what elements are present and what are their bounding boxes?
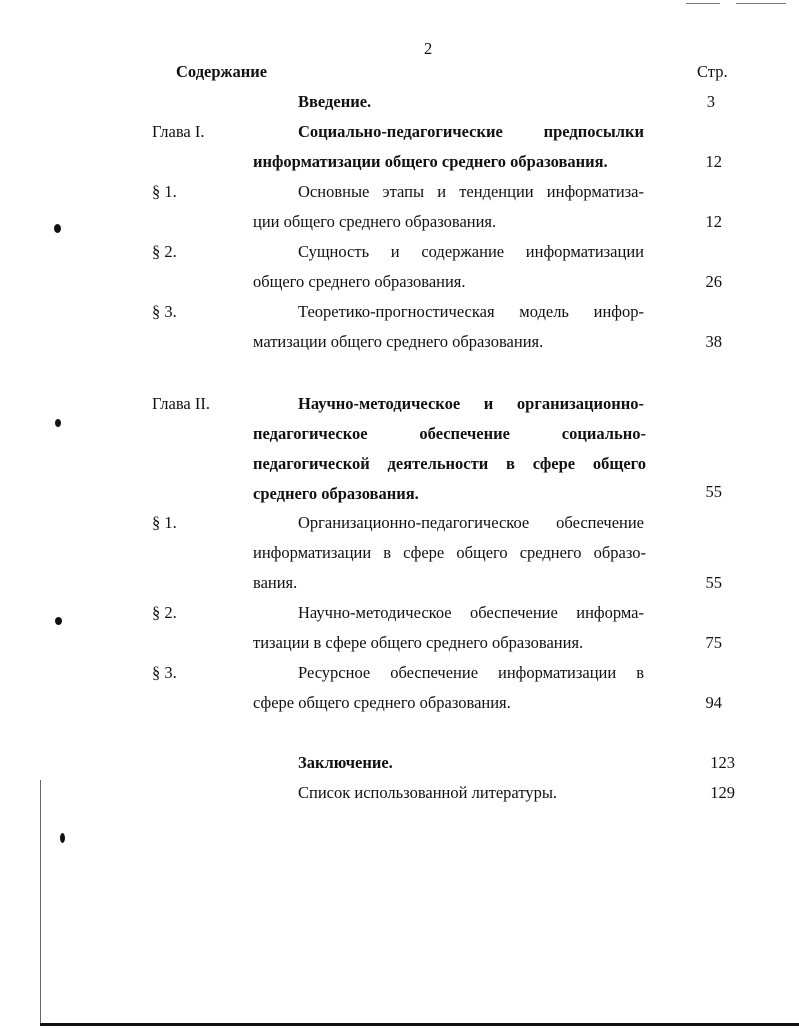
- intro-title: Введение.: [298, 92, 372, 111]
- chapter1-page: 12: [705, 152, 722, 171]
- bibliography-page: 129: [710, 783, 735, 802]
- ch2-section1-line2: информатизации в сфере общего среднего образо-: [253, 543, 646, 562]
- chapter2-page: 55: [705, 482, 722, 501]
- ch1-section1-label: § 1.: [152, 182, 177, 201]
- ch2-section3-line1: Ресурсное обеспечение информатизации в: [298, 663, 644, 682]
- ch2-section2-label: § 2.: [152, 603, 177, 622]
- page-column-heading: Стр.: [697, 62, 728, 81]
- scan-speck: [55, 617, 62, 625]
- ch2-section3-line2: сфере общего среднего образования.: [253, 693, 511, 712]
- ch1-section2-line2: общего среднего образования.: [253, 272, 466, 291]
- ch1-section1-line1: Основные этапы и тенденции информатиза-: [298, 182, 644, 201]
- ch2-section1-page: 55: [705, 573, 722, 592]
- ch2-section3-label: § 3.: [152, 663, 177, 682]
- ch1-section1-page: 12: [705, 212, 722, 231]
- ch2-section2-line2: тизации в сфере общего среднего образования.: [253, 633, 584, 652]
- ch1-section3-page: 38: [705, 332, 722, 351]
- scan-mark: [686, 3, 720, 4]
- ch1-section2-line1: Сущность и содержание информатизации: [298, 242, 644, 261]
- conclusion-page: 123: [710, 753, 735, 772]
- ch2-section1-line1: Организационно-педагогическое обеспечение: [298, 513, 644, 532]
- scan-mark: [736, 3, 786, 4]
- bibliography-title: Список использованной литературы.: [298, 783, 558, 802]
- chapter2-label: Глава II.: [152, 394, 210, 413]
- chapter2-title-line1: Научно-методическое и организационно-: [298, 394, 644, 413]
- chapter2-title-line2: педагогическое обеспечение социально-: [253, 424, 646, 443]
- page-edge-left: [40, 780, 41, 1026]
- ch2-section2-page: 75: [705, 633, 722, 652]
- chapter2-title-line4: среднего образования.: [253, 484, 419, 503]
- scan-speck: [55, 419, 61, 427]
- conclusion-title: Заключение.: [298, 753, 393, 772]
- ch1-section3-line1: Теоретико-прогностическая модель инфор-: [298, 302, 644, 321]
- ch1-section3-line2: матизации общего среднего образования.: [253, 332, 544, 351]
- intro-page: 3: [706, 92, 715, 111]
- page-edge-bottom: [40, 1023, 799, 1026]
- ch2-section2-line1: Научно-методическое обеспечение информа-: [298, 603, 644, 622]
- page-number: 2: [424, 39, 433, 58]
- chapter2-title-line3: педагогической деятельности в сфере общего: [253, 454, 646, 473]
- ch2-section1-label: § 1.: [152, 513, 177, 532]
- ch1-section1-line2: ции общего среднего образования.: [253, 212, 497, 231]
- chapter1-label: Глава I.: [152, 122, 205, 141]
- ch1-section2-label: § 2.: [152, 242, 177, 261]
- chapter1-title-line2: информатизации общего среднего образования.: [253, 152, 608, 171]
- scan-speck: [60, 833, 65, 843]
- scan-speck: [54, 224, 61, 233]
- toc-heading: Содержание: [176, 62, 268, 81]
- ch2-section1-line3: вания.: [253, 573, 298, 592]
- chapter1-title-line1: Социально-педагогические предпосылки: [298, 122, 644, 141]
- ch1-section3-label: § 3.: [152, 302, 177, 321]
- ch2-section3-page: 94: [705, 693, 722, 712]
- ch1-section2-page: 26: [705, 272, 722, 291]
